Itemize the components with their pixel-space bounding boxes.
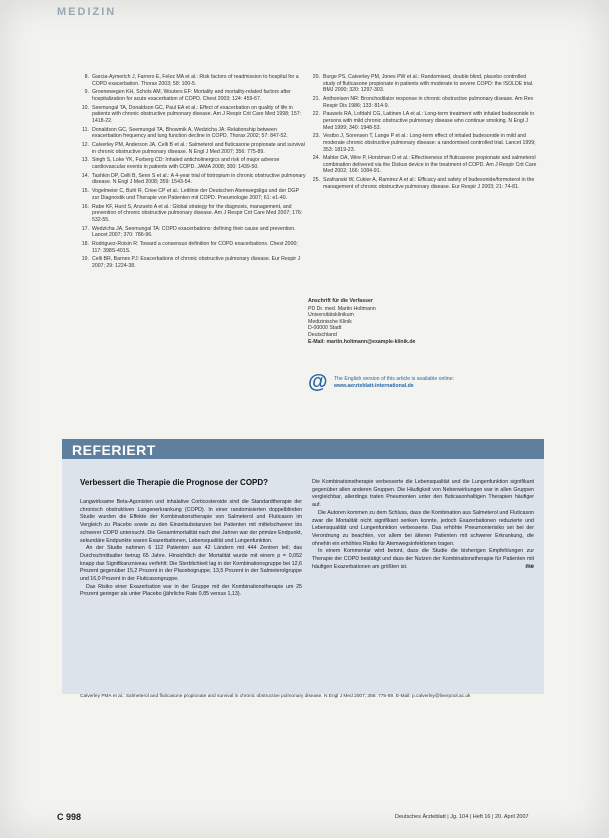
article-column-left: [80, 499, 302, 599]
reference-text: Burge PS, Calverley PM, Jones PW et al.: Randomised, double blind, placebo controlled study of fluticasone propionate in patients with moderate to severe COPD: the ISOLDE trial. BMJ 2000; 320: 1297-303.: [323, 74, 534, 94]
reference-item: [308, 96, 538, 109]
address-line: Medizinische Klinik: [308, 318, 352, 325]
address-line: Deutschland: [308, 331, 337, 338]
reference-number: 9.: [84, 89, 89, 96]
article-paragraph-text: In einem Kommentar wird betont, dass die Studie die bisherigen Empfehlungen zur Therapie der COPD bestätigt und dass der Nutzen der Kombinationstherapie für Patienten mit häufigen Exazerbationen am größten ist.: [312, 548, 534, 570]
correspondence-address: [308, 298, 528, 345]
reference-item: [308, 177, 538, 190]
reference-text: Rodriguez-Roisin R: Toward a consensus definition for COPD exacerbations. Chest 2000; 117: 398S-401S.: [92, 240, 298, 254]
reference-text: Szafranski W, Cukier A, Ramirez A et al.: Efficacy and safety of budesonide/formoterol in the management of chronic obstructive pulmonary disease. Eur Respir J 2003; 21: 74-81.: [323, 177, 535, 190]
reference-number: 8.: [84, 74, 89, 80]
reference-item: [77, 142, 307, 155]
reference-number: 17.: [81, 225, 89, 232]
reference-number: 25.: [312, 177, 320, 184]
reference-item: [77, 256, 307, 269]
reference-item: [77, 74, 307, 87]
article-paragraph: Die Kombinationstherapie verbesserte die Lebensqualität und die Lungenfunktion signifikant gegenüber allen anderen Gruppen. Die Häufigkeit von Nebenwirkungen war in allen Gruppen vergleichbar, allerdings traten Pneumonien unter den fluticasonhaltigen Therapien häufiger auf.: [312, 479, 534, 509]
section-banner: [62, 439, 544, 459]
reference-item: [77, 127, 307, 140]
page-number: C 998: [57, 812, 82, 822]
author-initials: me: [525, 563, 534, 570]
reference-number: 16.: [81, 203, 89, 210]
reference-item: [77, 241, 307, 254]
article-paragraph: An der Studie nahmen 6 112 Patienten aus 42 Ländern mit 444 Zentren teil; das Durchschnittsalter betrug 65 Jahre. Hinsichtlich der Mortalität wurde mit einem p = 0,052 knapp das Signifikanzniveau verfehlt: Die Sterblichkeit lag in der Kombinationsgruppe bei 12,6 Prozent gegenüber 15,2 Prozent in der Placebogruppe, 13,5 Prozent in der Salmeterolgruppe und 16,0 Prozent in der Fluticasongruppe.: [80, 545, 302, 583]
journal-footer: Deutsches Ärzteblatt | Jg. 104 | Heft 16 | 20. April 2007: [395, 814, 529, 820]
reference-text: Calverley PM, Anderson JA, Celli B et al.: Salmeterol and fluticasone propionate and survival in chronic obstructive pulmonary disease. N Engl J Med 2007; 356: 775-89.: [92, 142, 305, 155]
reference-text: Celli BR, Barnes PJ: Exacerbations of chronic obstructive pulmonary disease. Eur Respir J 2007; 29: 1224-38.: [92, 256, 301, 269]
reference-number: 20.: [312, 74, 320, 80]
reference-text: Wedzicha JA, Seemungal TA: COPD exacerbations: defining their cause and prevention. Lancet 2007; 370: 786-96.: [92, 225, 296, 239]
reference-item: [77, 204, 307, 224]
reference-number: 18.: [81, 240, 89, 247]
reference-number: 22.: [312, 111, 320, 118]
english-notice-text: The English version of this article is available online:: [334, 376, 454, 382]
reference-number: 11.: [82, 126, 89, 133]
references-left: [77, 74, 307, 272]
reference-text: Anthonisen NR: Bronchodilator response in chronic obstructive pulmonary disease. Am Rev Respir Dis 1986; 133: 814-9.: [323, 95, 534, 109]
article-paragraph: Die Autoren kommen zu dem Schluss, dass die Kombination aus Salmeterol und Fluticason zwar die Mortalität nicht signifikant senken konnte, jedoch Exazerbationen reduzierte und Lebensqualität und Lungenfunktion verbesserte. Das erhöhte Pneumonierisiko sei bei der Verordnung zu beachten, vor allem bei älteren Patienten mit schwerer Erkrankung, die ohnehin ein erhöhtes Risiko für Atemwegsinfektionen tragen.: [312, 509, 534, 547]
references-right: [308, 74, 538, 193]
address-title: Anschrift für die Verfasser: [308, 298, 373, 304]
reference-number: 13.: [81, 157, 89, 164]
address-line: PD Dr. med. Martin Holtmann: [308, 305, 376, 312]
article-column-right: [312, 479, 534, 571]
reference-item: [308, 74, 538, 94]
reference-number: 19.: [81, 256, 89, 263]
address-email[interactable]: E-Mail: martin.holtmann@example-klinik.de: [308, 338, 416, 345]
reference-item: [77, 173, 307, 186]
reference-item: [77, 89, 307, 102]
article-citation: Calverley PMA et al.: Salmeterol and fluticasone propionate and survival in chronic obstructive pulmonary disease. N Engl J Med 2007; 356: 775-89. E-Mail: p.calverley@liverpool.ac.uk: [80, 694, 471, 699]
reference-text: Garcia-Aymerich J, Farrero E, Felez MA et al.: Risk factors of readmission to hospital for a COPD exacerbation. Thorax 2003; 58: 100-5.: [92, 74, 299, 87]
reference-item: [77, 188, 307, 201]
address-line: Universitätsklinikum: [308, 312, 354, 319]
reference-number: 10.: [81, 104, 89, 111]
reference-text: Vestbo J, Sorensen T, Lange P et al.: Long-term effect of inhaled budesonide in mild and moderate chronic obstructive pulmonary disease: a randomised controlled trial. Lancet 1999; 353: 1819-23.: [323, 133, 536, 153]
section-label: MEDIZIN: [57, 6, 117, 18]
reference-number: 24.: [312, 155, 320, 162]
reference-number: 23.: [312, 133, 320, 140]
reference-number: 15.: [81, 188, 89, 195]
reference-number: 21.: [312, 95, 320, 102]
at-sign-icon: @: [308, 371, 328, 393]
reference-item: [308, 133, 538, 153]
reference-text: Pauwels RA, Lofdahl CG, Laitinen LA et al.: Long-term treatment with inhaled budesonide in persons with mild chronic obstructive pulmonary disease who continue smoking. N Engl J Med 1999; 340: 1948-53.: [323, 111, 535, 131]
reference-number: 14.: [81, 172, 89, 179]
reference-text: Mahler DA, Wire P, Horstman D et al.: Effectiveness of fluticasone propionate and salmeterol combination delivered via the Diskus device in the treatment of COPD. Am J Respir Crit Care Med 2002; 166: 1084-91.: [323, 155, 537, 175]
reference-text: Groenewegen KH, Schols AM, Wouters EF: Mortality and mortality-related factors after hospitalization for acute exacerbation of COPD. Chest 2003; 124: 459-67.: [92, 89, 291, 102]
reference-text: Seemungal TA, Donaldson GC, Paul EA et al.: Effect of exacerbation on quality of life in patients with chronic obstructive pulmonary disease. Am J Respir Crit Care Med 1998; 157: 1418-22.: [92, 104, 302, 124]
reference-text: Singh S, Loke YK, Furberg CD: Inhaled anticholinergics and risk of major adverse cardiovascular events in patients with COPD. JAMA 2008; 300: 1439-50.: [92, 157, 280, 171]
reference-item: [308, 155, 538, 175]
reference-item: [308, 111, 538, 131]
address-line: D-00000 Stadt: [308, 325, 342, 332]
english-version-notice: [308, 372, 538, 396]
article-paragraph: Das Risiko einer Exazerbation war in der Gruppe mit der Kombinationstherapie um 25 Prozent geringer als unter Placebo (jährliche Rate 0,85 versus 1,13).: [80, 583, 302, 598]
reference-text: Rabe KF, Hurd S, Anzueto A et al.: Global strategy for the diagnosis, management, and prevention of chronic obstructive pulmonary disease. Am J Respir Crit Care Med 2007; 176: 532-55.: [92, 203, 303, 223]
reference-item: [77, 105, 307, 125]
reference-item: [77, 157, 307, 170]
reference-number: 12.: [81, 142, 89, 149]
reference-text: Tashkin DP, Celli B, Senn S et al.: A 4-year trial of tiotropium in chronic obstructive pulmonary disease. N Engl J Med 2008; 359: 1543-54.: [92, 172, 306, 186]
article-paragraph: [312, 548, 534, 571]
banner-title: REFERIERT: [72, 442, 156, 458]
reference-text: Donaldson GC, Seemungal TA, Bhowmik A, Wedzicha JA: Relationship between exacerbation frequency and lung function decline in COPD. Thorax 2002; 57: 847-52.: [92, 126, 288, 140]
article-paragraph: Langwirksame Beta-Agonisten und inhalative Corticosteroide sind die Standardtherapie der chronisch obstruktiven Lungenerkrankung (COPD). In einer randomisierten doppelblinden Studie wurden die Effekte der Kombinationstherapie von Salmeterol und Fluticason im Vergleich zu Placebo sowie zu den Einzelsubstanzen bei Patienten mit mittelschwerer bis schwerer COPD untersucht. Die Gesamtmortalität nach drei Jahren war der primäre Endpunkt, sekundäre Endpunkte waren Exazerbationen, Lebensqualität und Lungenfunktion.: [80, 499, 302, 544]
reference-item: [77, 226, 307, 239]
article-title: Verbessert die Therapie die Prognose der COPD?: [80, 478, 269, 487]
english-notice-link[interactable]: www.aerzteblatt-international.de: [334, 383, 414, 389]
reference-text: Vogelmeier C, Buhl R, Criee CP et al.: Leitlinie der Deutschen Atemwegsliga und der DGP zur Diagnostik und Therapie von Patienten mit COPD. Pneumologie 2007; 61: e1-40.: [92, 188, 299, 201]
